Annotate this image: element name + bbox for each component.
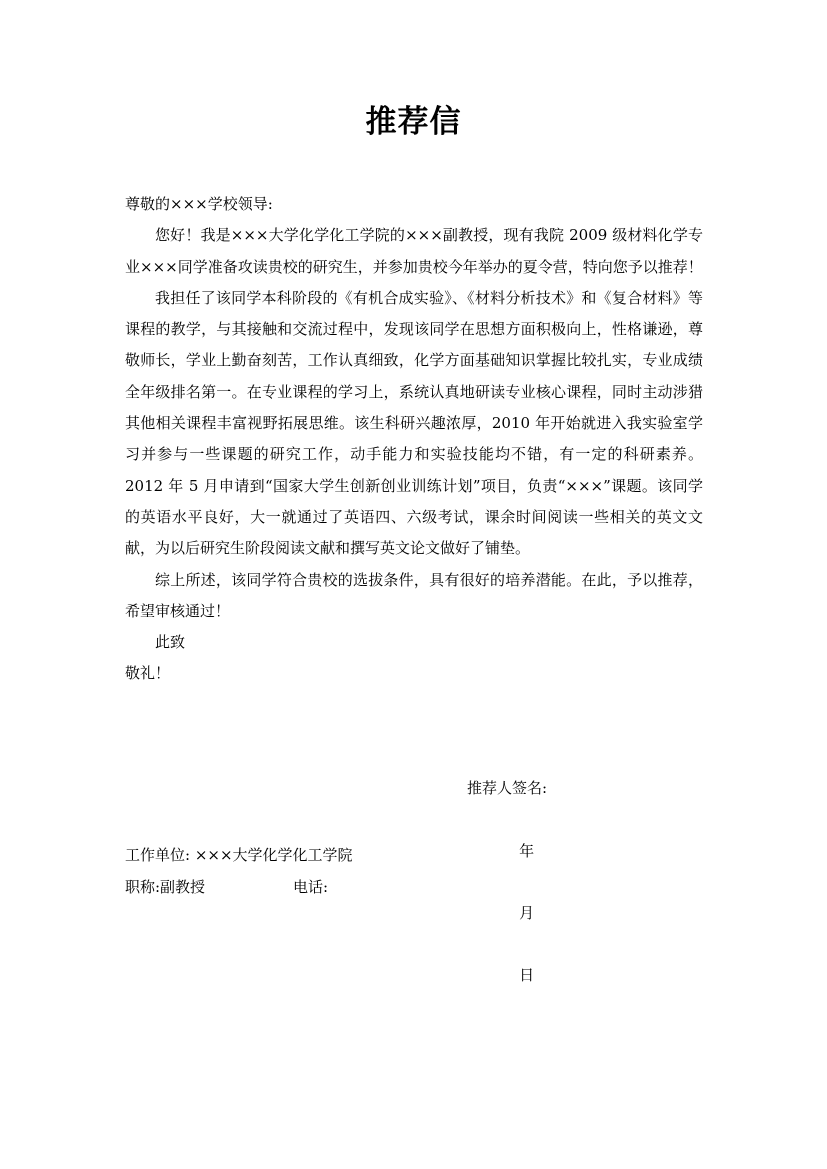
work-unit: 工作单位: ×××大学化学化工学院	[125, 846, 353, 864]
date-line	[500, 805, 545, 1022]
closing-cizhi: 此致	[155, 633, 186, 652]
salutation: 尊敬的×××学校领导:	[125, 195, 273, 213]
letter-title: 推荐信	[365, 104, 462, 140]
letter-body	[125, 189, 703, 690]
closing-jingli: 敬礼！	[125, 664, 171, 683]
date-year: 年	[519, 842, 535, 860]
signer-label: 推荐人签名:	[467, 779, 548, 797]
phone-label: 电话:	[293, 878, 329, 896]
paragraph-evaluation: 我担任了该同学本科阶段的《有机合成实验》、《材料分析技术》和《复合材料》等课程的教学，与其接触和交流过程中，发现该同学在思想方面积极向上，性格谦逊，尊敬师长，学业上勤奋刻苦，工作认真细致，化学方面基础知识掌握比较扎实，专业成绩全年级排名第一。在专业课程的学习上，系统认真地研读专业核心课程，同时主动涉猎其他相关课程丰富视野拓展思维。该生科研兴趣浓厚，2010 年开始就进入我实验室学习并参与一些课题的研究工作，动手能力和实验技能均不错，有一定的科研素养。2012 年 5 月申请到“国家大学生创新创业训练计划”项目，负责“×××”课题。该同学的英语水平良好，大一就通过了英语四、六级考试，课余时间阅读一些相关的英文文献，为以后研究生阶段阅读文献和撰写英文论文做好了铺垫。	[125, 288, 703, 558]
date-month: 月	[519, 904, 535, 922]
paragraph-greeting: 您好！我是×××大学化学化工学院的×××副教授，现有我院 2009 级材料化学专业×××同学准备攻读贵校的研究生，并参加贵校今年举办的夏令营，特向您予以推荐！	[125, 226, 703, 276]
date-day: 日	[519, 966, 535, 984]
job-title: 职称:副教授	[125, 878, 206, 896]
paragraph-conclusion: 综上所述，该同学符合贵校的选拔条件，具有很好的培养潜能。在此，予以推荐，希望审核通过！	[125, 570, 703, 620]
